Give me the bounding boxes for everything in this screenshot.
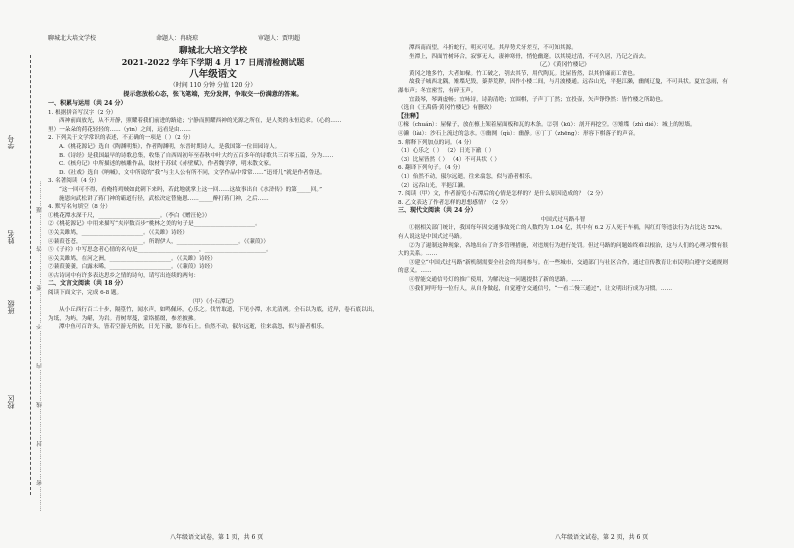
margin-label-class: 班级 bbox=[7, 300, 15, 314]
right-line: 5. 解释下列加点的词。（4 分） bbox=[398, 139, 475, 146]
margin-label-campus: 校区 bbox=[7, 395, 15, 409]
left-line: 潭中鱼可百许头，皆若空游无所依，日光下澈，影布石上。佁然不动，俶尔远逝，往来翕忽，似与游者相乐。 bbox=[59, 324, 328, 331]
left-line: ⑧古诗词中有许多表达思乡之情的诗句，请写出连续的两句： bbox=[48, 272, 200, 279]
left-line: 从小丘西行百二十步，隔篁竹，闻水声，如鸣佩环，心乐之。伐竹取道，下见小潭，水尤清冽。全石以为底，近岸，卷石底以出，为坻，为屿，为嵁，为岩。青树翠蔓，蒙络摇缀，参差披拂。 bbox=[48, 307, 378, 322]
right-line: ③建立“中国式过马路”新机制需要全社会的共同参与。在一些城市，交通部门与社区合作，通过宣传教育让市民明白遵守交通规则的意义。…… bbox=[398, 259, 728, 275]
left-page bbox=[48, 46, 378, 526]
right-line: 潭西南而望，斗折蛇行，明灭可见。其岸势犬牙差互，不可知其源。 bbox=[409, 45, 577, 51]
right-line: （2）远吞山光，平挹江濑。 bbox=[398, 182, 469, 189]
left-line: （甲）《小石潭记》 bbox=[189, 298, 237, 305]
school-name: 聊城北大培文学校 bbox=[48, 34, 97, 42]
exam-subject: 八年级语文 bbox=[189, 69, 237, 80]
right-line: （3）比屋皆然（ ） （4）不可具状（ ） bbox=[398, 156, 500, 163]
exam-subtitle: 2021-2022 学年下学期 4 月 17 日周清检测试题 bbox=[121, 57, 305, 67]
left-line: 二、文言文阅读（共 18 分） bbox=[48, 280, 127, 288]
left-line: 施恩向武松讲了蒋门神的霸道行径，武松决定替施恩……_____醉打蒋门神，之后…… bbox=[59, 195, 269, 202]
right-line: 宜鼓琴，琴调虚畅；宜咏诗，诗韵清绝；宜围棋，子声丁丁然；宜投壶，矢声铮铮然：皆竹楼之所助也。 bbox=[409, 96, 667, 103]
left-line: 里）一朵朵的荷花轻轻的……（yīn）之间，远看是由…… bbox=[48, 126, 191, 133]
right-line: （1）佁然不动，俶尔远逝，往来翕忽，似与游者相乐。 bbox=[398, 173, 536, 180]
left-line: C.《核舟记》中所描述的核雕作品，取材于苏轼《赤壁赋》，作者魏学洢，明末散文家。 bbox=[59, 161, 275, 168]
left-line: A.《桃花源记》选自《陶渊明集》，作者陶渊明，东晋时期诗人，是我国第一位田园诗人。 bbox=[59, 143, 281, 150]
right-line: （1）心乐之（ ） （2）日光下澈（ ） bbox=[398, 148, 495, 155]
exam-time: （时间 110 分钟 分值 120 分） bbox=[169, 82, 257, 89]
right-line: ⑤我们呼吁每一位行人，从自身做起，自觉遵守交通信号，“一看二慢三通过”，让文明出行成为习惯。…… bbox=[409, 285, 673, 292]
right-page bbox=[398, 44, 728, 529]
right-line: 【注释】 bbox=[398, 112, 423, 120]
left-line: D.《社戏》选自《呐喊》，文中所说的“我”与主人公有所不同，文学作品中常常……“迅哥儿”就是作者鲁迅。 bbox=[59, 169, 326, 176]
left-page-body bbox=[48, 100, 378, 332]
margin-label-id: 学号 bbox=[7, 135, 15, 149]
reviewer-name: 审题人：贾明超 bbox=[258, 34, 301, 42]
left-line: ⑥关关雎鸠，在河之洲，______________________。（《关雎》诗经） bbox=[48, 255, 216, 262]
right-line: 坐潭上，四面竹树环合，寂寥无人，凄神寒骨，悄怆幽邃。以其境过清，不可久居，乃记之而去。 bbox=[409, 53, 650, 60]
right-line: ②为了遏制这种现象，各地出台了许多管理措施，对违规行为进行处罚。但过马路的问题始终难以根治，这与人们的心理习惯有很大的关系。…… bbox=[398, 242, 728, 258]
left-line: 1. 根据拼音写汉字（2 分） bbox=[48, 109, 117, 116]
exam-reminder: 提示您放松心态，张飞笔端，充分发挥，争取交一份满意的答案。 bbox=[123, 91, 303, 98]
right-line: ①椽（chuán）：屋椽子，放在檩上架着屋面板和瓦的木条。②刳（kū）：剖开再挖空。③雉堞（zhì dié）：城上的短墙。 bbox=[398, 122, 696, 129]
left-line: ⑤《子衿》中写思念者心情的名句是______________________，______________________。 bbox=[48, 247, 272, 254]
right-line: 中国式过马路斗智 bbox=[540, 216, 586, 223]
exam-header bbox=[48, 30, 378, 44]
right-line: 故我子城西北隅，雉堞圮毁，蓁莽荒秽，因作小楼二间，与月波楼通。远吞山光，平挹江濑，幽阒辽夐，不可具状。夏宜急雨，有瀑布声；冬宜密雪，有碎玉声。 bbox=[398, 79, 728, 94]
right-line: 黄冈之地多竹，大者如椽。竹工破之，刳去其节，用代陶瓦。比屋皆然，以其价廉而工省也。 bbox=[409, 70, 639, 77]
right-line: （选自《王禹偁·黄冈竹楼记》有删改） bbox=[398, 105, 495, 112]
left-line: ②《桃花源记》中用来描写“夹岸数百步”桃林之美的句子是______________________。 bbox=[48, 221, 261, 228]
right-line: 7. 阅读（甲）文，作者游览小石潭后的心情是怎样的？是什么原因造成的？（2 分） bbox=[398, 191, 607, 198]
right-line: ④智能交通信号灯的推广使用，为解决这一问题提供了新的思路。…… bbox=[409, 277, 583, 284]
right-line: 6. 翻译下列句子。（4 分） bbox=[398, 165, 464, 172]
left-line: 阅读下面文字，完成 6-8 题。 bbox=[48, 290, 123, 297]
margin-label-name: 姓名 bbox=[7, 230, 15, 244]
page-footer-1: 八年级语文试卷，第 1 页，共 6 页 bbox=[170, 534, 264, 541]
left-line: ④蒹葭苍苍，______________________。所谓伊人，______________________。（《蒹葭》） bbox=[48, 238, 269, 245]
exam-title: 聊城北大培文学校 bbox=[178, 46, 247, 56]
right-line: 三、现代文阅读（共 24 分） bbox=[398, 207, 477, 215]
left-line: 3. 名著阅读（4 分） bbox=[48, 178, 100, 185]
binding-warning-text: …………密……………封……………线……………内……………不……………要……………答……………题………… bbox=[37, 180, 43, 512]
left-line: 4. 默写名句填空（8 分） bbox=[48, 204, 111, 211]
setter-name: 命题人：冉晓琼 bbox=[156, 34, 199, 42]
left-line: “这一回可不得，看俺将鸡贼如此刺下来吗，若此地就掌上这一回……这故事出自《水浒传》的第_____回。” bbox=[59, 186, 323, 193]
right-line: ④濑（lài）：沙石上流过的急水。⑤幽阒（qù）：幽静。⑥丁丁（zhēng）：形容下棋落子的声音。 bbox=[398, 130, 639, 137]
left-line: ①桃花潭水深千尺，______________________。（李白《赠汪伦》） bbox=[48, 212, 211, 219]
right-page-body bbox=[398, 44, 728, 293]
left-line: ③关关雎鸠，______________________。（《关雎》诗经） bbox=[48, 229, 188, 236]
left-line: ⑦蒹葭萋萋，白露未晞，______________________。（《蒹葭》诗经） bbox=[48, 264, 216, 271]
page-footer-2: 八年级语文试卷，第 2 页，共 6 页 bbox=[555, 534, 649, 541]
right-line: 8. 乙文表达了作者怎样的思想感情？（2 分） bbox=[398, 199, 512, 206]
binding-dashed-line bbox=[30, 55, 31, 495]
left-line: B.《诗经》是我国最早的诗歌总集，收集了自西周初年至春秋中叶大约五百多年的诗歌共三百零五篇，分为…… bbox=[59, 152, 334, 159]
right-line: ①据相关部门统计，我国每年因交通事故死亡的人数约为 1.04 亿，其中有 6.2 万人死于车祸，闯红灯等违法行为占比达 52%。有人说这是中国式过马路。 bbox=[398, 225, 726, 241]
left-line: 一、积累与运用（共 24 分） bbox=[48, 100, 127, 107]
left-line: 2. 下列关于文学常识的表述，不正确的一项是（ ）（2 分） bbox=[48, 135, 194, 142]
left-line: 西神前面放光，从不开静，照耀着我们前进的路途；宁静而照耀西神的光源之所在，是人类的永恒追求。（心的…… bbox=[59, 118, 342, 125]
binding-margin bbox=[0, 0, 48, 548]
right-line: （乙）《黄冈竹楼记》 bbox=[536, 62, 590, 69]
